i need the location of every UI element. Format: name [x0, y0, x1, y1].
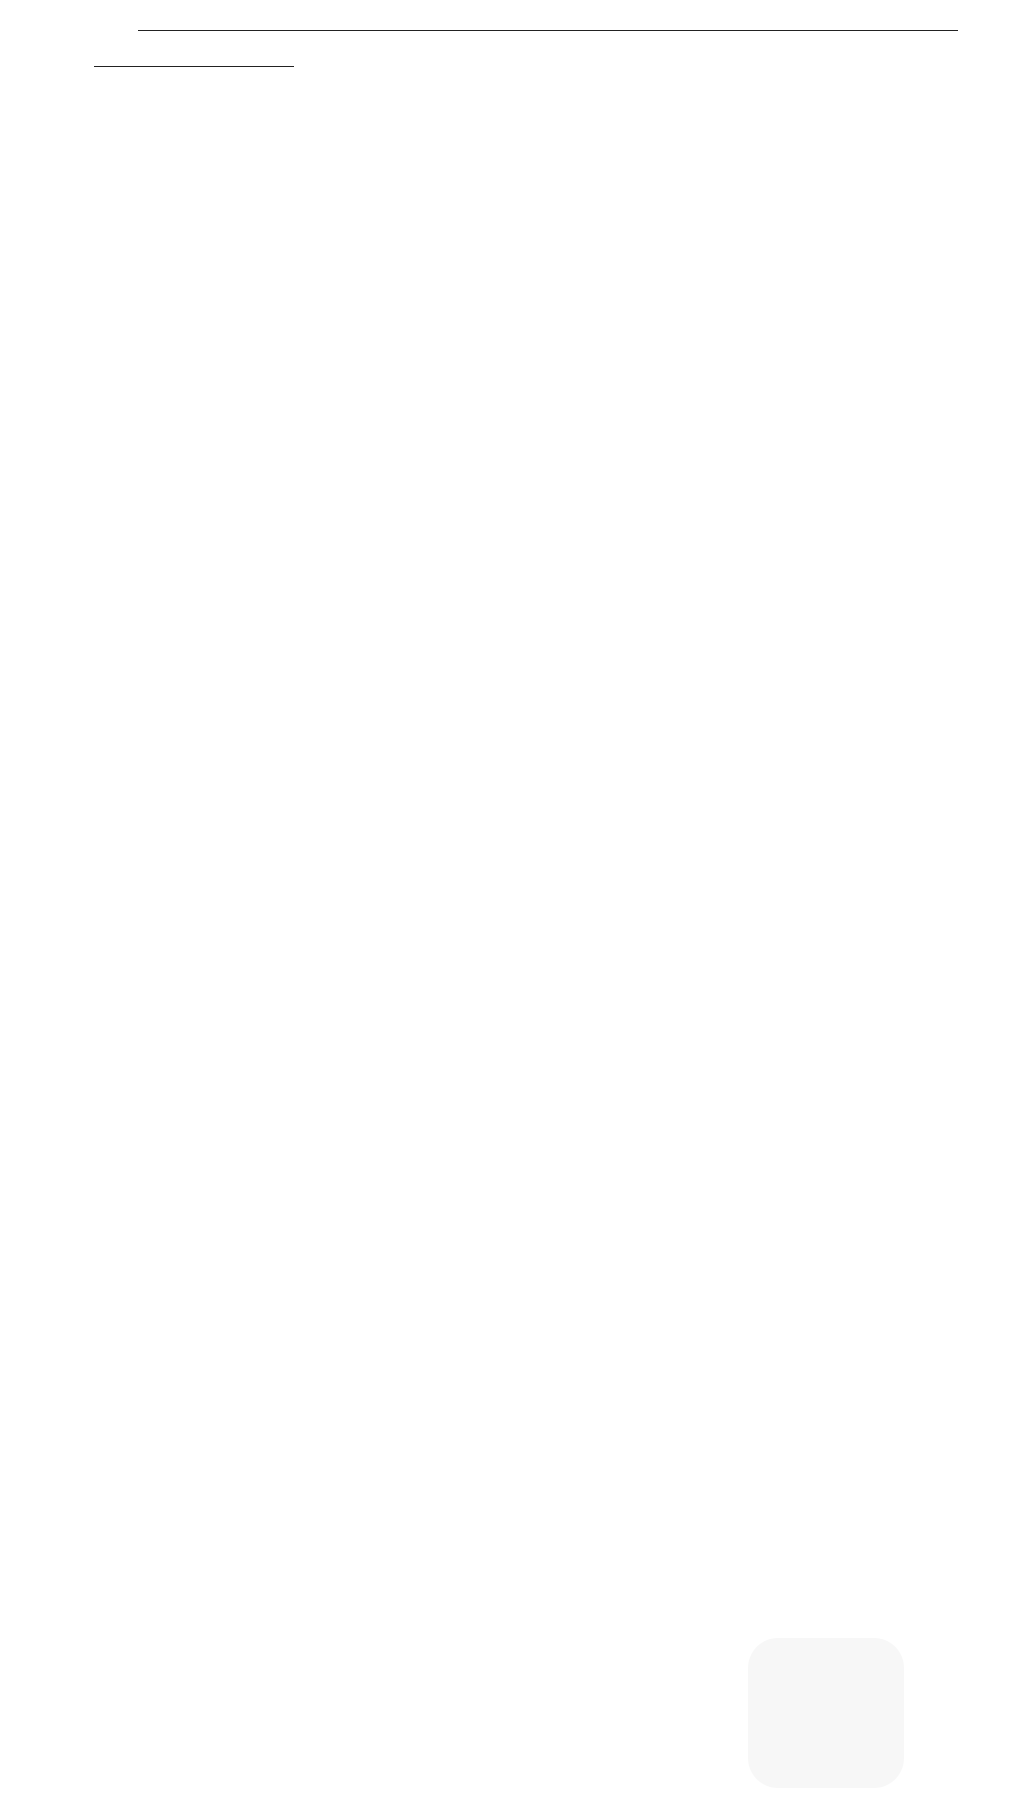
- answer-line-2[interactable]: [94, 66, 294, 67]
- answer-line-1[interactable]: [138, 30, 958, 31]
- watermark-overlay: [748, 1638, 904, 1788]
